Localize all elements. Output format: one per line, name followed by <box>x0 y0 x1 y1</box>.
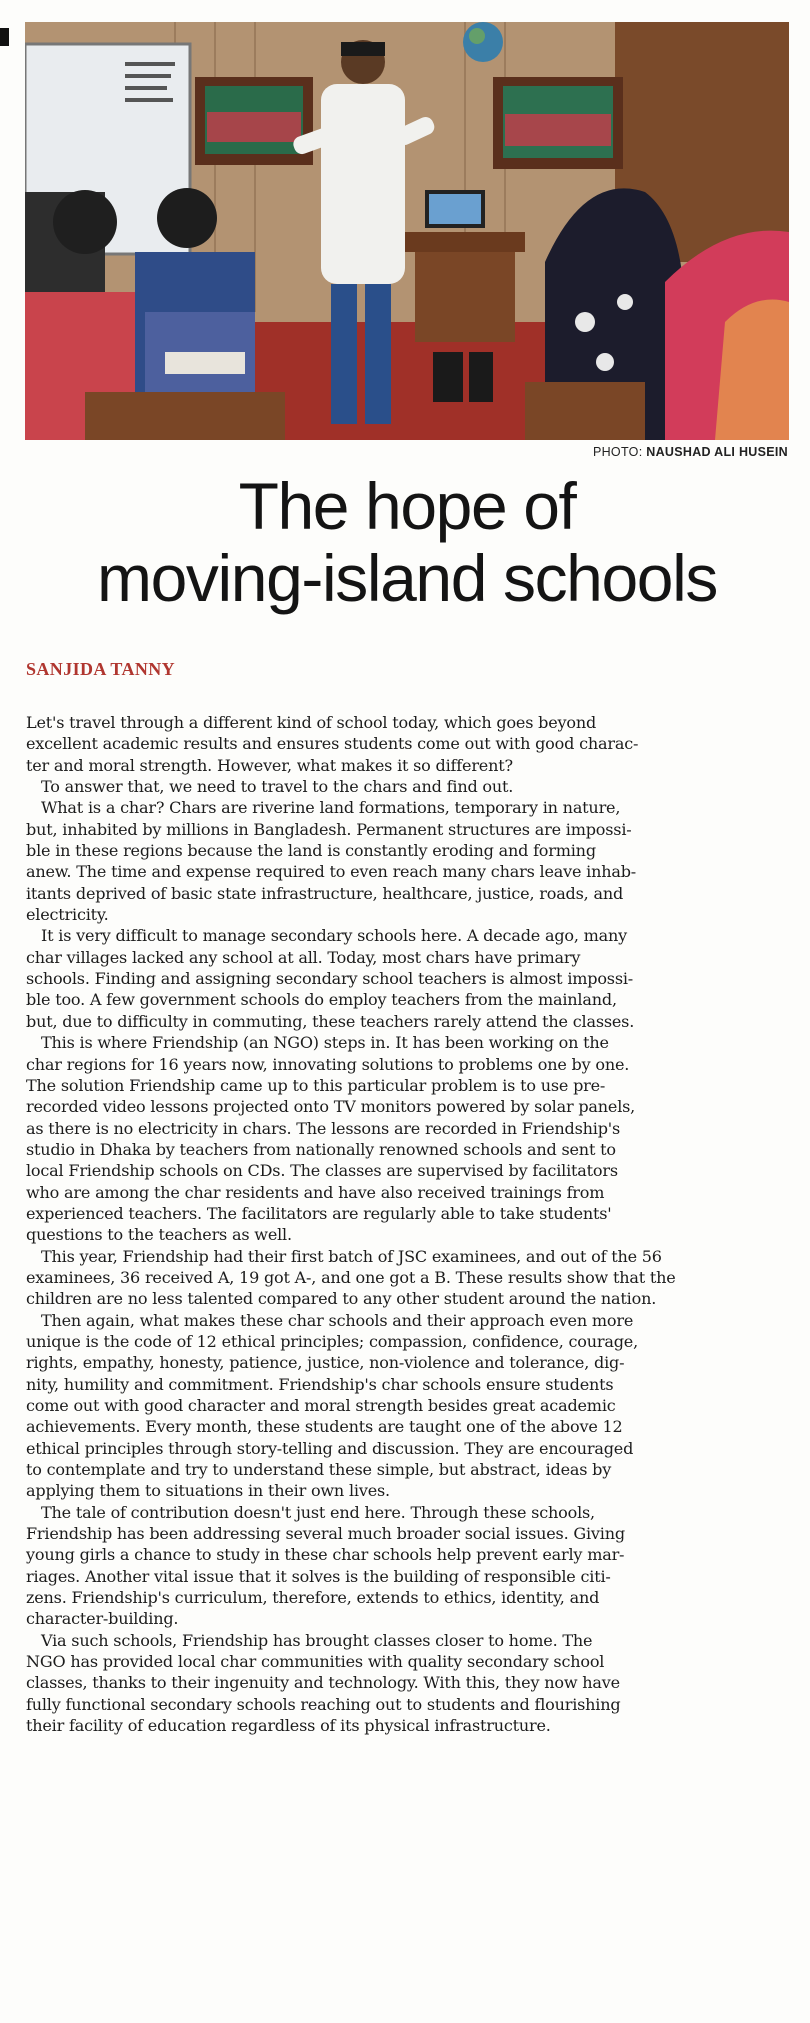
article-line: studio in Dhaka by teachers from nationally renowned schools and sent to <box>26 1139 616 1159</box>
article-line: ble too. A few government schools do employ teachers from the mainland, <box>26 990 617 1010</box>
article-line: ble in these regions because the land is constantly eroding and forming <box>26 841 596 861</box>
page-edge-mark <box>0 28 9 46</box>
article-line: What is a char? Chars are riverine land formations, temporary in nature, <box>41 798 621 818</box>
article-line: local Friendship schools on CDs. The classes are supervised by facilitators <box>26 1161 618 1181</box>
article-line: classes, thanks to their ingenuity and technology. With this, they now have <box>26 1673 620 1693</box>
article-line: nity, humility and commitment. Friendship's char schools ensure students <box>26 1374 614 1394</box>
photo-credit-label: PHOTO: <box>592 445 643 459</box>
article-line: This year, Friendship had their first batch of JSC examinees, and out of the 56 <box>41 1246 662 1266</box>
author-byline: SANJIDA TANNY <box>26 659 176 679</box>
article-line: come out with good character and moral strength besides great academic <box>26 1396 616 1415</box>
article-line: to contemplate and try to understand these simple, but abstract, ideas by <box>26 1460 612 1480</box>
article-line: Friendship has been addressing several much broader social issues. Giving <box>26 1524 625 1544</box>
article-line: The tale of contribution doesn't just end here. Through these schools, <box>41 1502 595 1522</box>
headline-line-2: moving-island schools <box>97 541 717 615</box>
headline-line-1: The hope of <box>238 469 576 543</box>
article-line: experienced teachers. The facilitators are regularly able to take students' <box>26 1203 612 1223</box>
article-line: itants deprived of basic state infrastructure, healthcare, justice, roads, and <box>26 883 624 903</box>
article-line: To answer that, we need to travel to the chars and find out. <box>41 777 514 797</box>
article-line: unique is the code of 12 ethical principles; compassion, confidence, courage, <box>26 1331 639 1351</box>
article-line: examinees, 36 received A, 19 got A-, and one got a B. These results show that the <box>26 1267 676 1287</box>
article-body <box>26 712 790 1737</box>
article-line: young girls a chance to study in these char schools help prevent early mar- <box>26 1545 625 1565</box>
article-line: char villages lacked any school at all. Today, most chars have primary <box>26 947 581 967</box>
article-line: It is very difficult to manage secondary schools here. A decade ago, many <box>41 926 628 946</box>
classroom-illustration <box>25 22 789 440</box>
article-line: achievements. Every month, these students are taught one of the above 12 <box>26 1417 623 1437</box>
article-line: but, inhabited by millions in Bangladesh. Permanent structures are impossi- <box>26 819 632 839</box>
article-line: Then again, what makes these char schools and their approach even more <box>41 1310 634 1330</box>
article-line: This is where Friendship (an NGO) steps in. It has been working on the <box>41 1033 609 1053</box>
globe <box>463 22 503 62</box>
article-line: recorded video lessons projected onto TV monitors powered by solar panels, <box>26 1097 636 1117</box>
article-line: riages. Another vital issue that it solves is the building of responsible citi- <box>26 1566 611 1586</box>
article-line: zens. Friendship's curriculum, therefore, extends to ethics, identity, and <box>26 1588 600 1608</box>
article-line: excellent academic results and ensures students come out with good charac- <box>26 734 639 754</box>
article-line: fully functional secondary schools reaching out to students and flourishing <box>26 1694 621 1714</box>
headline <box>25 470 789 614</box>
article-line: rights, empathy, honesty, patience, justice, non-violence and tolerance, dig- <box>26 1353 625 1373</box>
article-line: Via such schools, Friendship has brought classes closer to home. The <box>41 1630 593 1650</box>
photographer-name: NAUSHAD ALI HUSEIN <box>646 445 788 459</box>
article-line: electricity. <box>26 905 109 925</box>
article-line: character-building. <box>26 1609 179 1629</box>
article-line: questions to the teachers as well. <box>26 1225 292 1245</box>
photo-credit <box>593 445 788 459</box>
article-line: anew. The time and expense required to even reach many chars leave inhab- <box>26 862 637 882</box>
article-line: who are among the char residents and have also received trainings from <box>26 1182 605 1202</box>
teacher-desk <box>405 232 525 252</box>
article-line: Let's travel through a different kind of school today, which goes beyond <box>26 713 597 732</box>
article-line: char regions for 16 years now, innovating solutions to problems one by one. <box>26 1054 630 1074</box>
article-line: applying them to situations in their own lives. <box>26 1481 390 1501</box>
article-line: but, due to difficulty in commuting, these teachers rarely attend the classes. <box>26 1011 635 1031</box>
article-line: ethical principles through story-telling and discussion. They are encouraged <box>26 1438 634 1458</box>
article-line: schools. Finding and assigning secondary school teachers is almost impossi- <box>26 969 634 989</box>
article-line: their facility of education regardless of its physical infrastructure. <box>26 1716 551 1736</box>
article-line: The solution Friendship came up to this particular problem is to use pre- <box>26 1075 606 1095</box>
article-line: children are no less talented compared to any other student around the nation. <box>26 1289 657 1309</box>
article-line: ter and moral strength. However, what makes it so different? <box>26 755 513 775</box>
article-line: NGO has provided local char communities with quality secondary school <box>26 1652 605 1672</box>
article-photo <box>25 22 789 440</box>
article-line: as there is no electricity in chars. The lessons are recorded in Friendship's <box>26 1118 621 1138</box>
